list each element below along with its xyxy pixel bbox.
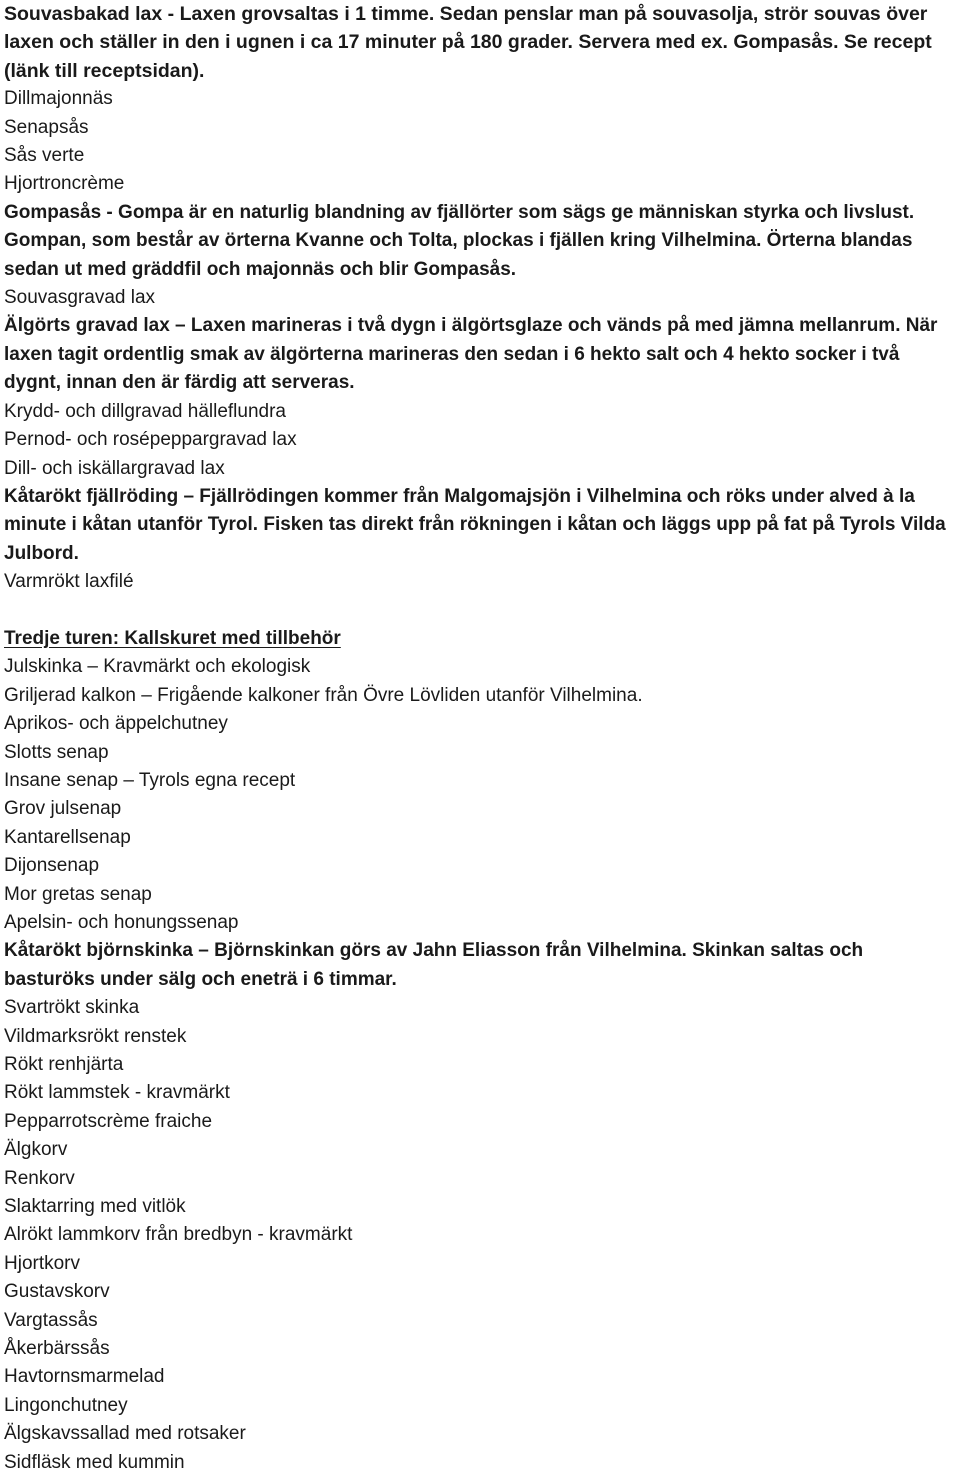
tredje-turen-heading: Tredje turen: Kallskuret med tillbehör	[4, 627, 341, 649]
final-item: Pepparrotscrème fraiche	[4, 1110, 213, 1132]
final-item: Älgskavssallad med rotsaker	[4, 1423, 246, 1445]
fjallroding-paragraph: Kåtarökt fjällröding – Fjällrödingen kommer från Malgomajsjön i Vilhelmina och röks under alved à la minute i kåtan utanför Tyrol. Fisken tas direkt från rökningen i kåtan och läggs upp på fat på Tyrols Vilda Julbord.	[4, 485, 946, 564]
final-item: Havtornsmarmelad	[4, 1366, 165, 1388]
algorts-paragraph: Älgörts gravad lax – Laxen marineras i två dygn i älgörtsglaze och vänds på med jämna mellanrum. När laxen tagit ordentlig smak av älgörterna marineras den sedan i 6 hekto salt och 4 hekto socker i två dygnt, innan den är färdig att serveras.	[4, 315, 938, 394]
sauce-item: Hjortroncrème	[4, 173, 125, 195]
final-item: Svartrökt skinka	[4, 997, 140, 1019]
cold-cut-item: Julskinka – Kravmärkt och ekologisk	[4, 656, 311, 678]
sauce-item: Sås verte	[4, 145, 85, 167]
cold-cut-item: Mor gretas senap	[4, 883, 152, 905]
varmrokt-item: Varmrökt laxfilé	[4, 571, 134, 593]
final-item: Vargtassås	[4, 1309, 98, 1331]
section-spacer	[4, 597, 956, 625]
souvasbakad-title: Souvasbakad lax	[4, 3, 163, 25]
final-item: Vildmarksrökt renstek	[4, 1025, 187, 1047]
final-item: Renkorv	[4, 1167, 75, 1189]
cold-cut-item: Insane senap – Tyrols egna recept	[4, 769, 296, 791]
final-item: Lingonchutney	[4, 1394, 128, 1416]
gravad-item: Krydd- och dillgravad hälleflundra	[4, 400, 286, 422]
souvasgravad-item: Souvasgravad lax	[4, 287, 156, 309]
cold-cut-item: Grov julsenap	[4, 798, 122, 820]
final-item: Åkerbärssås	[4, 1338, 110, 1360]
gompasas-paragraph: Gompasås - Gompa är en naturlig blandning av fjällörter som sägs ge människan styrka och livslust. Gompan, som består av örterna Kvanne och Tolta, plockas i fjällen kring Vilhelmina. Örterna blandas sedan ut med gräddfil och majonnäs och blir Gompasås.	[4, 201, 915, 280]
sauce-item: Senapsås	[4, 116, 89, 138]
cold-cut-item: Aprikos- och äppelchutney	[4, 713, 228, 735]
final-item: Rökt lammstek - kravmärkt	[4, 1082, 230, 1104]
cold-cut-item: Slotts senap	[4, 741, 109, 763]
final-item: Gustavskorv	[4, 1281, 110, 1303]
final-item: Rökt renhjärta	[4, 1054, 124, 1076]
gravad-item: Dill- och iskällargravad lax	[4, 457, 225, 479]
souvasbakad-paragraph	[4, 0, 956, 85]
final-item: Alrökt lammkorv från bredbyn - kravmärkt	[4, 1224, 353, 1246]
cold-cut-item: Griljerad kalkon – Frigående kalkoner från Övre Lövliden utanför Vilhelmina.	[4, 684, 643, 706]
souvasbakad-text: - Laxen grovsaltas i 1 timme. Sedan penslar man på souvasolja, strör souvas över laxen och ställer in den i ugnen i ca 17 minuter på 180 grader. Servera med ex. Gompasås. Se recept (länk till receptsidan).	[4, 3, 932, 82]
final-item: Sidfläsk med kummin	[4, 1451, 185, 1473]
final-item: Slaktarring med vitlök	[4, 1196, 186, 1218]
cold-cut-item: Apelsin- och honungssenap	[4, 911, 239, 933]
gravad-item: Pernod- och rosépeppargravad lax	[4, 429, 297, 451]
final-item: Älgkorv	[4, 1139, 68, 1161]
final-item: Hjortkorv	[4, 1252, 81, 1274]
cold-cut-item: Kantarellsenap	[4, 826, 131, 848]
sauce-item: Dillmajonnäs	[4, 88, 113, 110]
cold-cut-item: Dijonsenap	[4, 855, 100, 877]
bjornskinka-paragraph: Kåtarökt björnskinka – Björnskinkan görs av Jahn Eliasson från Vilhelmina. Skinkan saltas och basturöks under sälg och eneträ i 6 timmar.	[4, 940, 864, 990]
